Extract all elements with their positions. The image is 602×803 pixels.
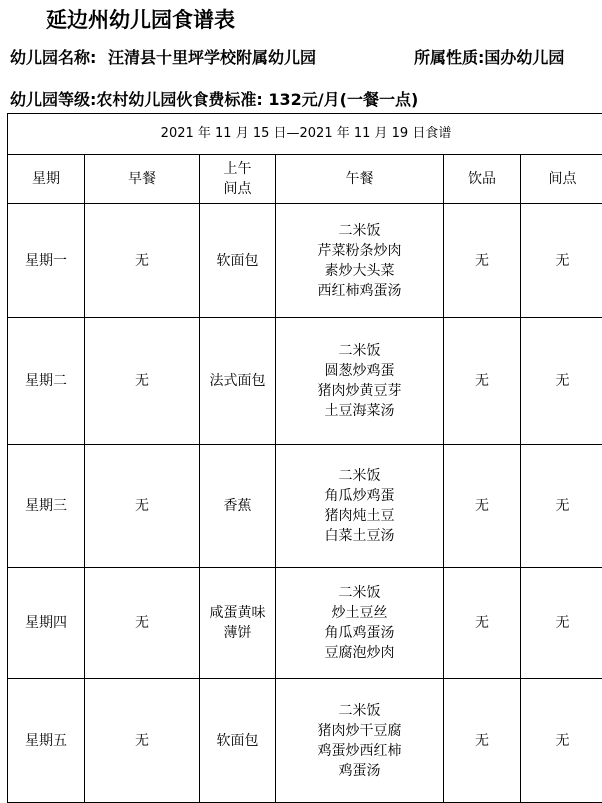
lunch-dish: 二米饭 — [325, 583, 395, 603]
morning-snack-cell: 软面包 — [200, 204, 276, 318]
morning-snack-cell: 香蕉 — [200, 445, 276, 568]
lunch-menu — [325, 466, 395, 546]
snack-cell: 无 — [521, 445, 602, 568]
nature-label: 所属性质: — [414, 48, 484, 67]
table-row — [8, 445, 602, 568]
fee-label: 伙食费标准: — [176, 90, 262, 109]
kindergarten-name-line — [10, 45, 316, 68]
lunch-menu — [318, 221, 402, 301]
table-row — [8, 204, 602, 318]
breakfast-cell: 无 — [85, 679, 200, 803]
day-cell: 星期四 — [8, 568, 85, 679]
lunch-cell — [276, 318, 444, 445]
breakfast-cell: 无 — [85, 318, 200, 445]
drink-cell: 无 — [444, 445, 521, 568]
lunch-menu — [318, 341, 402, 421]
lunch-dish: 二米饭 — [318, 701, 402, 721]
lunch-dish: 猪肉炒干豆腐 — [318, 721, 402, 741]
header-day: 星期 — [8, 155, 85, 204]
lunch-dish: 鸡蛋炒西红柿 — [318, 741, 402, 761]
lunch-dish: 素炒大头菜 — [318, 261, 402, 281]
day-cell: 星期五 — [8, 679, 85, 803]
nature-value: 国办幼儿园 — [484, 48, 564, 67]
lunch-menu — [318, 701, 402, 781]
lunch-dish: 豆腐泡炒肉 — [325, 643, 395, 663]
breakfast-cell: 无 — [85, 204, 200, 318]
snack-cell: 无 — [521, 568, 602, 679]
menu-table — [7, 113, 602, 803]
grade-fee-line — [10, 87, 418, 110]
table-caption: 2021 年 11 月 15 日—2021 年 11 月 19 日食谱 — [8, 114, 602, 155]
header-snack: 间点 — [521, 155, 602, 204]
lunch-dish: 芹菜粉条炒肉 — [318, 241, 402, 261]
header-breakfast: 早餐 — [85, 155, 200, 204]
day-cell: 星期一 — [8, 204, 85, 318]
nature-line — [414, 45, 564, 68]
day-cell: 星期三 — [8, 445, 85, 568]
lunch-dish: 二米饭 — [318, 221, 402, 241]
snack-cell: 无 — [521, 679, 602, 803]
header-lunch: 午餐 — [276, 155, 444, 204]
name-label: 幼儿园名称: — [10, 48, 96, 67]
lunch-dish: 猪肉炒黄豆芽 — [318, 381, 402, 401]
page-title: 延边州幼儿园食谱表 — [46, 4, 235, 34]
name-value: 汪清县十里坪学校附属幼儿园 — [108, 48, 316, 67]
day-cell: 星期二 — [8, 318, 85, 445]
grade-label: 幼儿园等级: — [10, 90, 96, 109]
lunch-dish: 二米饭 — [325, 466, 395, 486]
snack-cell: 无 — [521, 204, 602, 318]
lunch-dish: 白菜土豆汤 — [325, 526, 395, 546]
header-morning-snack: 上午 间点 — [200, 155, 276, 204]
breakfast-cell: 无 — [85, 445, 200, 568]
morning-snack-cell: 咸蛋黄味 薄饼 — [200, 568, 276, 679]
lunch-dish: 二米饭 — [318, 341, 402, 361]
morning-snack-cell: 法式面包 — [200, 318, 276, 445]
lunch-cell — [276, 568, 444, 679]
lunch-dish: 鸡蛋汤 — [318, 761, 402, 781]
drink-cell: 无 — [444, 318, 521, 445]
lunch-dish: 炒土豆丝 — [325, 603, 395, 623]
table-row — [8, 679, 602, 803]
lunch-dish: 西红柿鸡蛋汤 — [318, 281, 402, 301]
morning-snack-cell: 软面包 — [200, 679, 276, 803]
fee-value: 132元/月(一餐一点) — [268, 90, 418, 109]
lunch-dish: 角瓜鸡蛋汤 — [325, 623, 395, 643]
lunch-dish: 猪肉炖土豆 — [325, 506, 395, 526]
header-row — [8, 155, 602, 204]
table-row — [8, 568, 602, 679]
drink-cell: 无 — [444, 679, 521, 803]
lunch-cell — [276, 445, 444, 568]
lunch-dish: 角瓜炒鸡蛋 — [325, 486, 395, 506]
grade-value: 农村幼儿园 — [96, 90, 176, 109]
breakfast-cell: 无 — [85, 568, 200, 679]
header-drink: 饮品 — [444, 155, 521, 204]
lunch-dish: 土豆海菜汤 — [318, 401, 402, 421]
snack-cell: 无 — [521, 318, 602, 445]
lunch-dish: 圆葱炒鸡蛋 — [318, 361, 402, 381]
table-row — [8, 318, 602, 445]
lunch-cell — [276, 204, 444, 318]
drink-cell: 无 — [444, 204, 521, 318]
drink-cell: 无 — [444, 568, 521, 679]
lunch-menu — [325, 583, 395, 663]
lunch-cell — [276, 679, 444, 803]
